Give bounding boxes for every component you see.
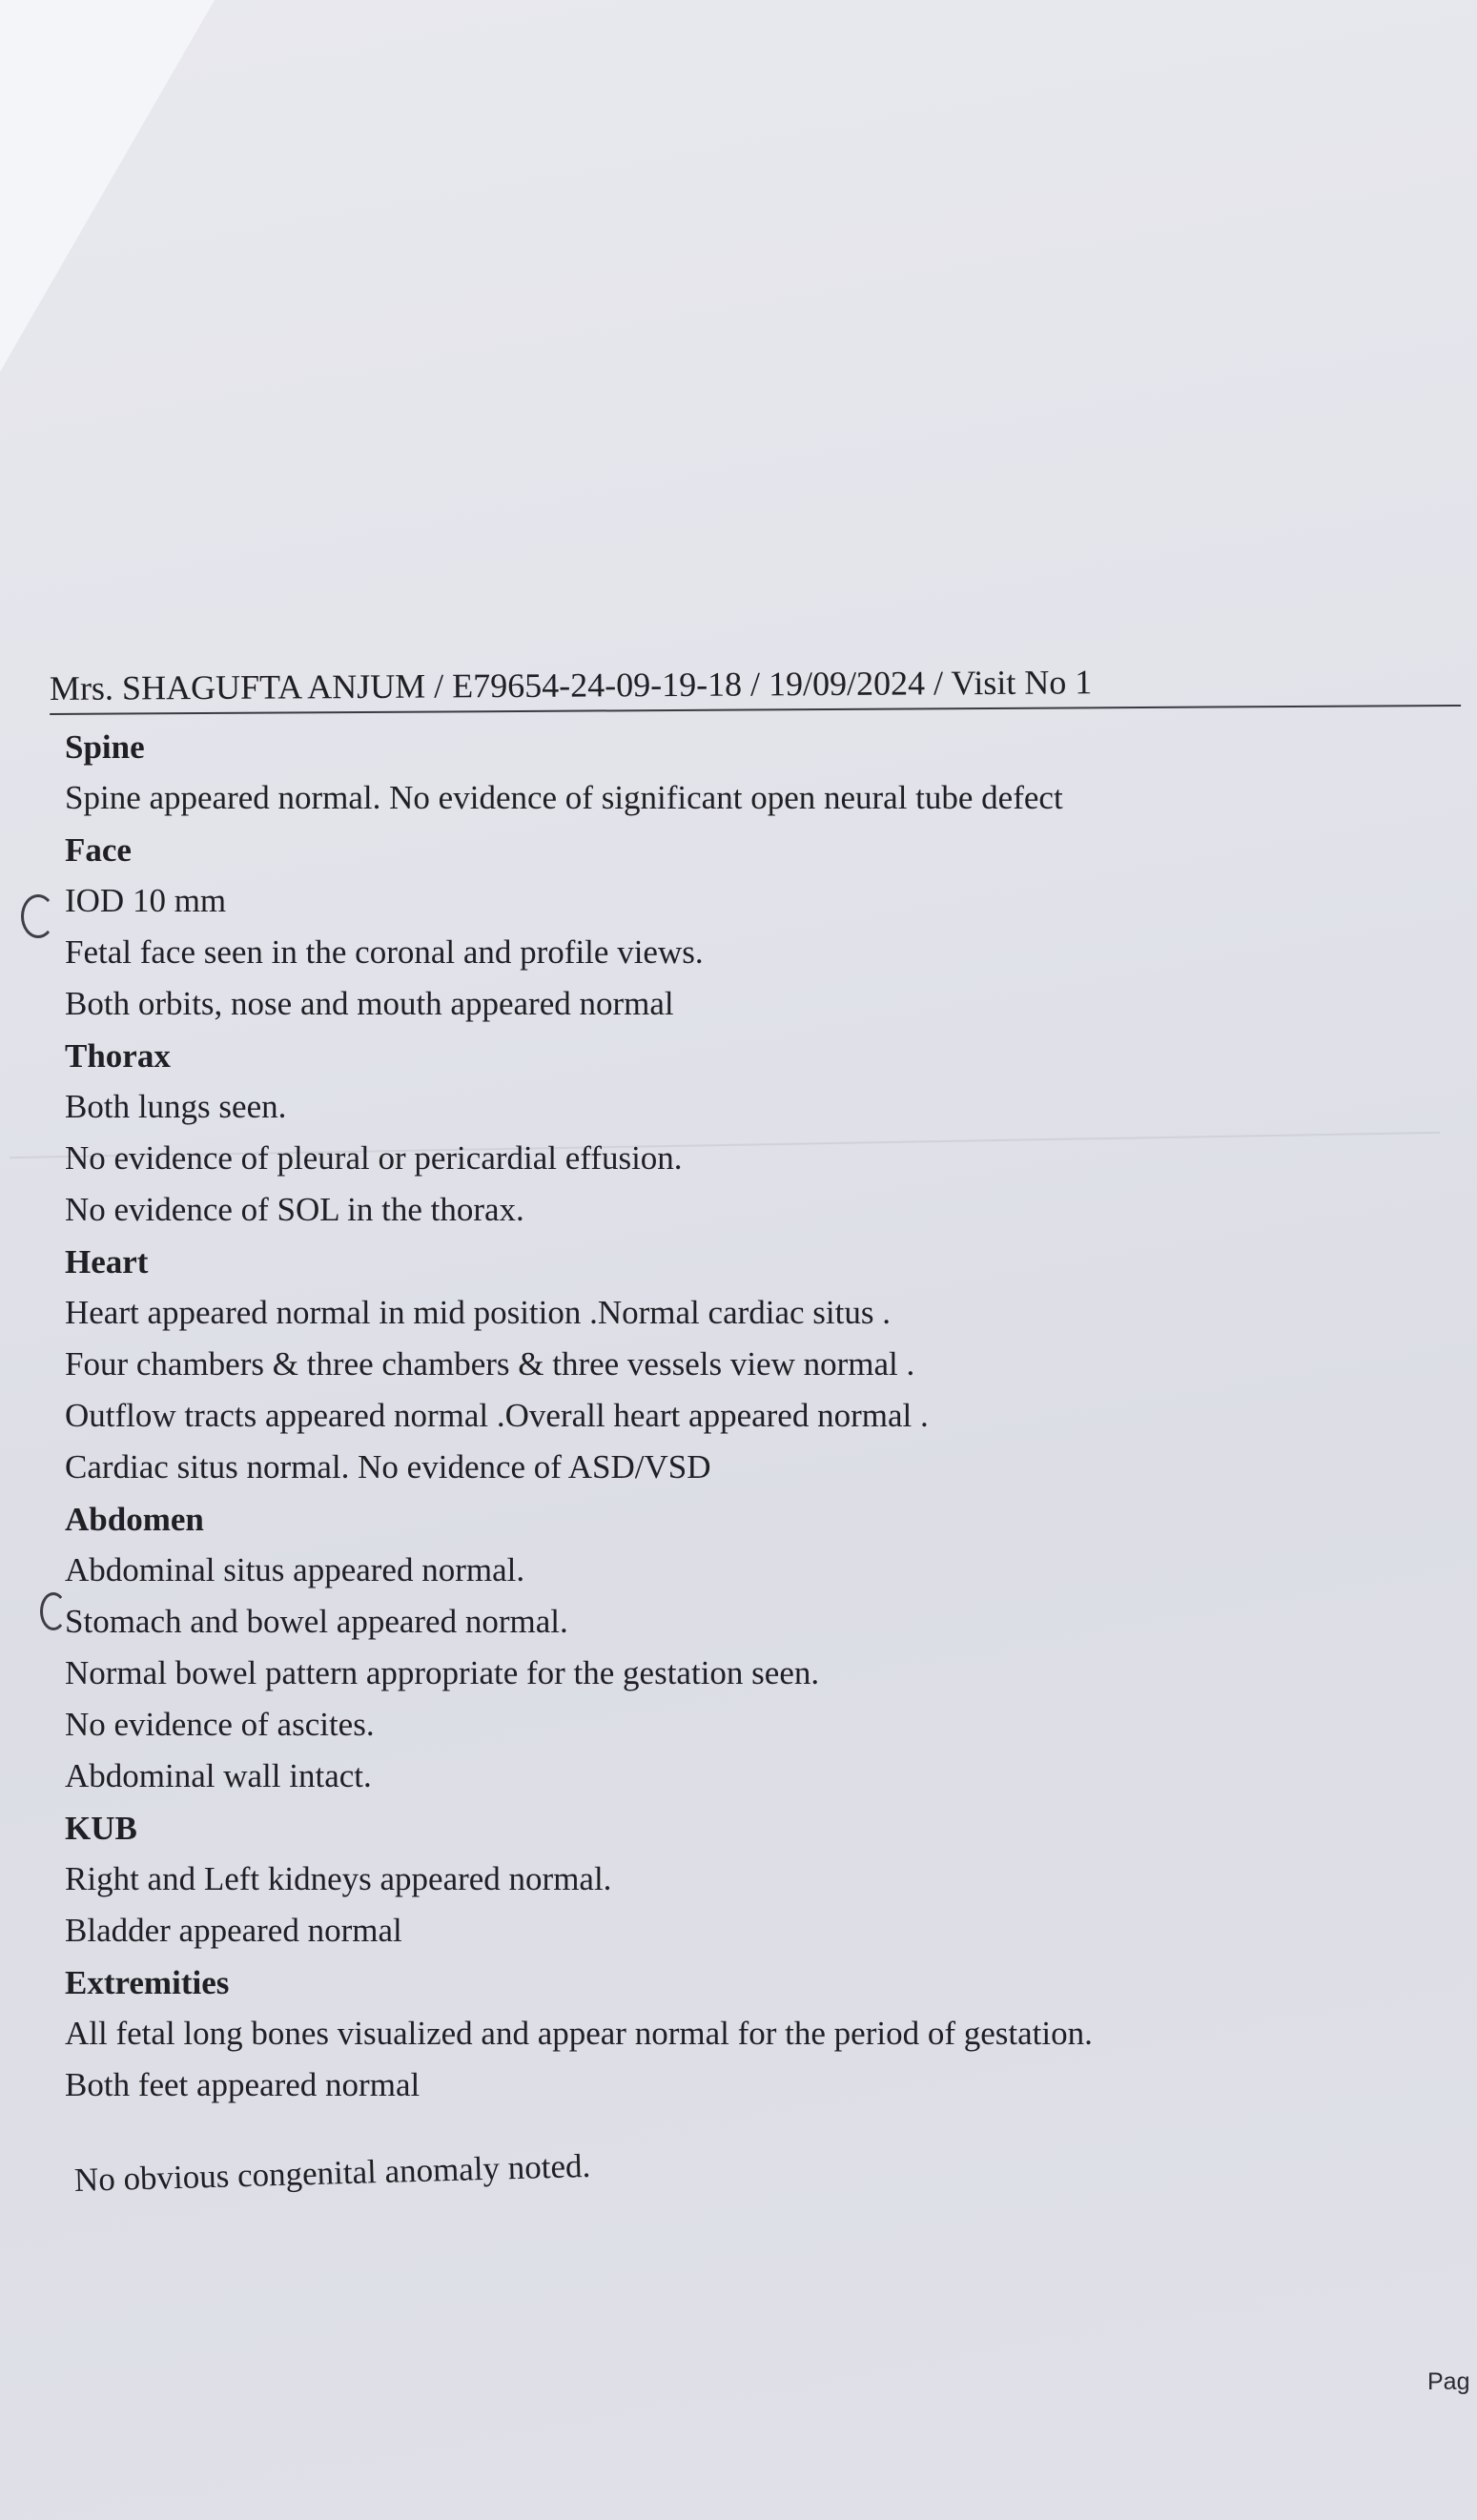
report-line: Abdominal situs appeared normal. bbox=[65, 1551, 525, 1588]
report-line: Cardiac situs normal. No evidence of ASD/VSD bbox=[65, 1448, 711, 1485]
section-kub bbox=[65, 1810, 1461, 1951]
patient-header: Mrs. SHAGUFTA ANJUM / E79654-24-09-19-18 / 19/09/2024 / Visit No 1 bbox=[50, 659, 1461, 715]
report-line: Abdominal wall intact. bbox=[65, 1757, 372, 1794]
report-content bbox=[49, 663, 1461, 2201]
section-heading: Heart bbox=[65, 1243, 149, 1280]
section-heading: Abdomen bbox=[65, 1501, 204, 1538]
section-thorax bbox=[65, 1037, 1461, 1230]
section-face bbox=[65, 831, 1461, 1024]
section-heading: Extremities bbox=[65, 1964, 230, 2001]
report-line: Both lungs seen. bbox=[65, 1088, 287, 1125]
report-line: Both orbits, nose and mouth appeared normal bbox=[65, 985, 674, 1022]
report-line: No evidence of ascites. bbox=[65, 1706, 375, 1743]
conclusion-text: No obvious congenital anomaly noted. bbox=[73, 2146, 591, 2199]
report-line: Fetal face seen in the coronal and profile views. bbox=[65, 933, 704, 971]
report-line: Spine appeared normal. No evidence of significant open neural tube defect bbox=[65, 779, 1063, 816]
section-heading: KUB bbox=[65, 1810, 137, 1847]
section-heading: Spine bbox=[65, 728, 145, 766]
report-line: Normal bowel pattern appropriate for the gestation seen. bbox=[65, 1654, 820, 1691]
section-abdomen bbox=[65, 1501, 1461, 1796]
report-line: Both feet appeared normal bbox=[65, 2066, 421, 2103]
report-line: No evidence of SOL in the thorax. bbox=[65, 1191, 524, 1228]
report-line: Right and Left kidneys appeared normal. bbox=[65, 1860, 612, 1897]
section-spine bbox=[65, 728, 1461, 818]
section-extremities bbox=[65, 1964, 1461, 2105]
report-line: IOD 10 mm bbox=[65, 882, 227, 919]
section-heading: Face bbox=[65, 831, 132, 869]
report-line: Four chambers & three chambers & three vessels view normal . bbox=[65, 1345, 915, 1383]
report-line: Stomach and bowel appeared normal. bbox=[65, 1603, 568, 1640]
section-heart bbox=[65, 1243, 1461, 1487]
report-line: No evidence of pleural or pericardial effusion. bbox=[65, 1139, 683, 1177]
report-line: All fetal long bones visualized and appear normal for the period of gestation. bbox=[65, 2015, 1093, 2052]
page-number-label: Pag bbox=[1427, 2368, 1470, 2395]
section-heading: Thorax bbox=[65, 1037, 171, 1075]
report-line: Outflow tracts appeared normal .Overall heart appeared normal . bbox=[65, 1397, 929, 1434]
report-line: Heart appeared normal in mid position .Normal cardiac situs . bbox=[65, 1294, 891, 1331]
report-line: Bladder appeared normal bbox=[65, 1912, 402, 1949]
folded-corner bbox=[0, 0, 215, 372]
